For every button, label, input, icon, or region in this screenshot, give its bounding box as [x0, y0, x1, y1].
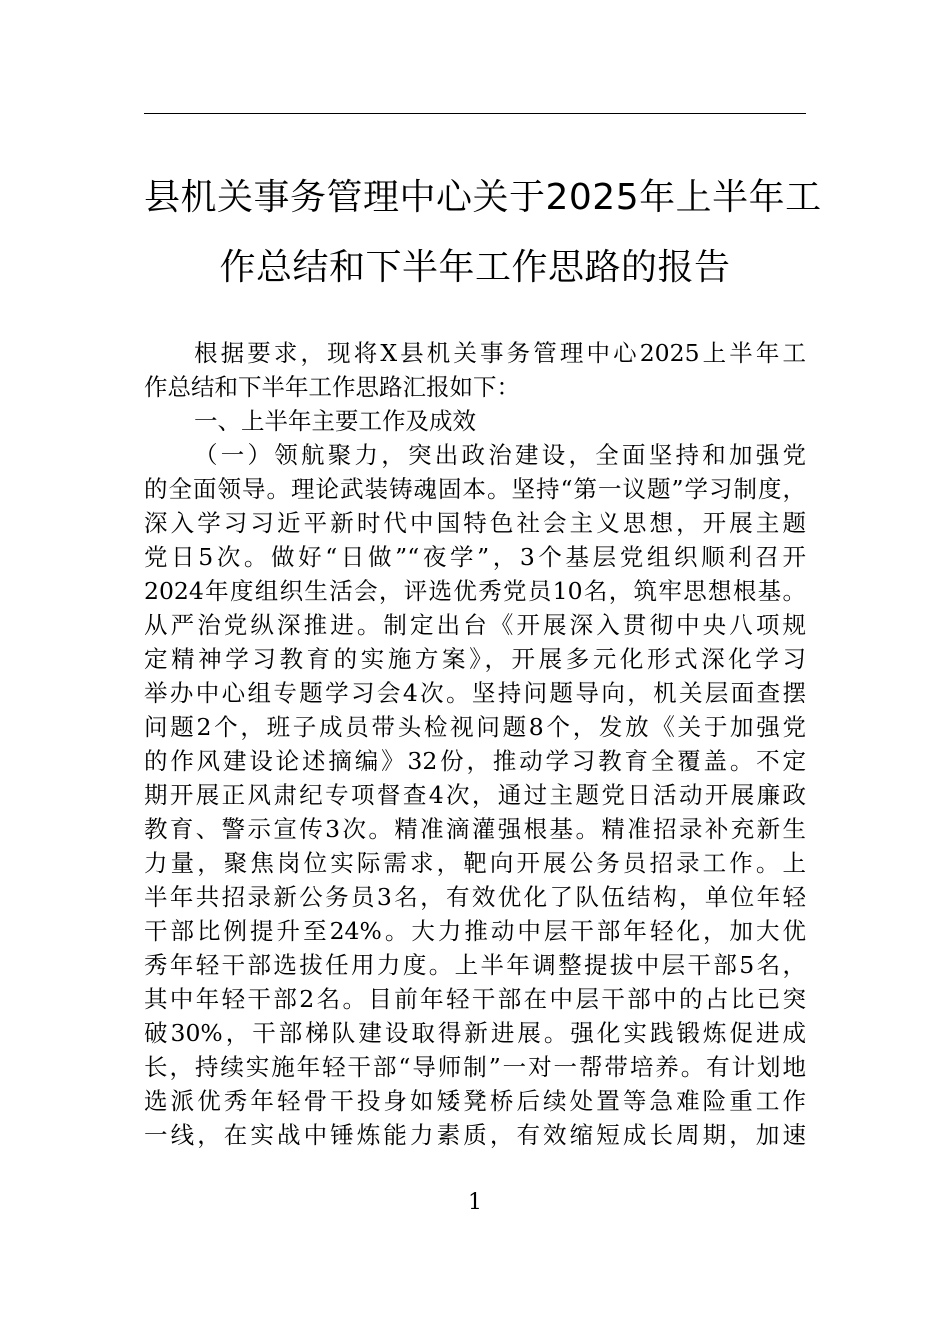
paragraph-line: 的全面领导。理论武装铸魂固本。坚持“第一议题”学习制度，: [144, 475, 806, 503]
page-number: 1: [468, 1190, 482, 1215]
intro-line: 根据要求，现将X县机关事务管理中心2025上半年工: [194, 339, 806, 367]
paragraph-line: 从严治党纵深推进。制定出台《开展深入贯彻中央八项规: [144, 611, 806, 639]
paragraph-line: 长，持续实施年轻干部“导师制”一对一帮带培养。有计划地: [144, 1053, 806, 1081]
intro-line: 作总结和下半年工作思路汇报如下：: [144, 373, 520, 401]
paragraph-line: 选派优秀年轻骨干投身如矮凳桥后续处置等急难险重工作: [144, 1087, 806, 1115]
paragraph-line: 力量，聚焦岗位实际需求，靶向开展公务员招录工作。上: [144, 849, 806, 877]
paragraph-line: 2024年度组织生活会，评选优秀党员10名，筑牢思想根基。: [144, 577, 806, 605]
title-line-1: 县机关事务管理中心关于2025年上半年工: [144, 177, 822, 218]
paragraph-line: 问题2个，班子成员带头检视问题8个，发放《关于加强党: [144, 713, 806, 741]
paragraph-line: 的作风建设论述摘编》32份，推动学习教育全覆盖。不定: [144, 747, 806, 775]
paragraph-line: 破30%，干部梯队建设取得新进展。强化实践锻炼促进成: [144, 1019, 806, 1047]
paragraph-line: 干部比例提升至24%。大力推动中层干部年轻化，加大优: [144, 917, 806, 945]
paragraph-line: 举办中心组专题学习会4次。坚持问题导向，机关层面查摆: [144, 679, 806, 707]
paragraph-line: 定精神学习教育的实施方案》，开展多元化形式深化学习: [144, 645, 806, 673]
paragraph-line: 党日5次。做好“日做”“夜学”，3个基层党组织顺利召开: [144, 543, 806, 571]
paragraph-line: 教育、警示宣传3次。精准滴灌强根基。精准招录补充新生: [144, 815, 806, 843]
section-heading: 一、上半年主要工作及成效: [194, 407, 476, 435]
title-line-2: 作总结和下半年工作思路的报告: [219, 247, 731, 288]
paragraph-line: 一线，在实战中锤炼能力素质，有效缩短成长周期，加速: [144, 1121, 806, 1149]
paragraph-line: 其中年轻干部2名。目前年轻干部在中层干部中的占比已突: [144, 985, 806, 1013]
paragraph-line: （一）领航聚力，突出政治建设，全面坚持和加强党: [194, 441, 806, 469]
paragraph-line: 期开展正风肃纪专项督查4次，通过主题党日活动开展廉政: [144, 781, 806, 809]
paragraph-line: 半年共招录新公务员3名，有效优化了队伍结构，单位年轻: [144, 883, 806, 911]
document-body: [144, 336, 806, 1152]
paragraph-line: 深入学习习近平新时代中国特色社会主义思想，开展主题: [144, 509, 806, 537]
header-rule: [144, 113, 806, 114]
document-title: [144, 163, 822, 303]
paragraph-line: 秀年轻干部选拔任用力度。上半年调整提拔中层干部5名，: [144, 951, 806, 979]
